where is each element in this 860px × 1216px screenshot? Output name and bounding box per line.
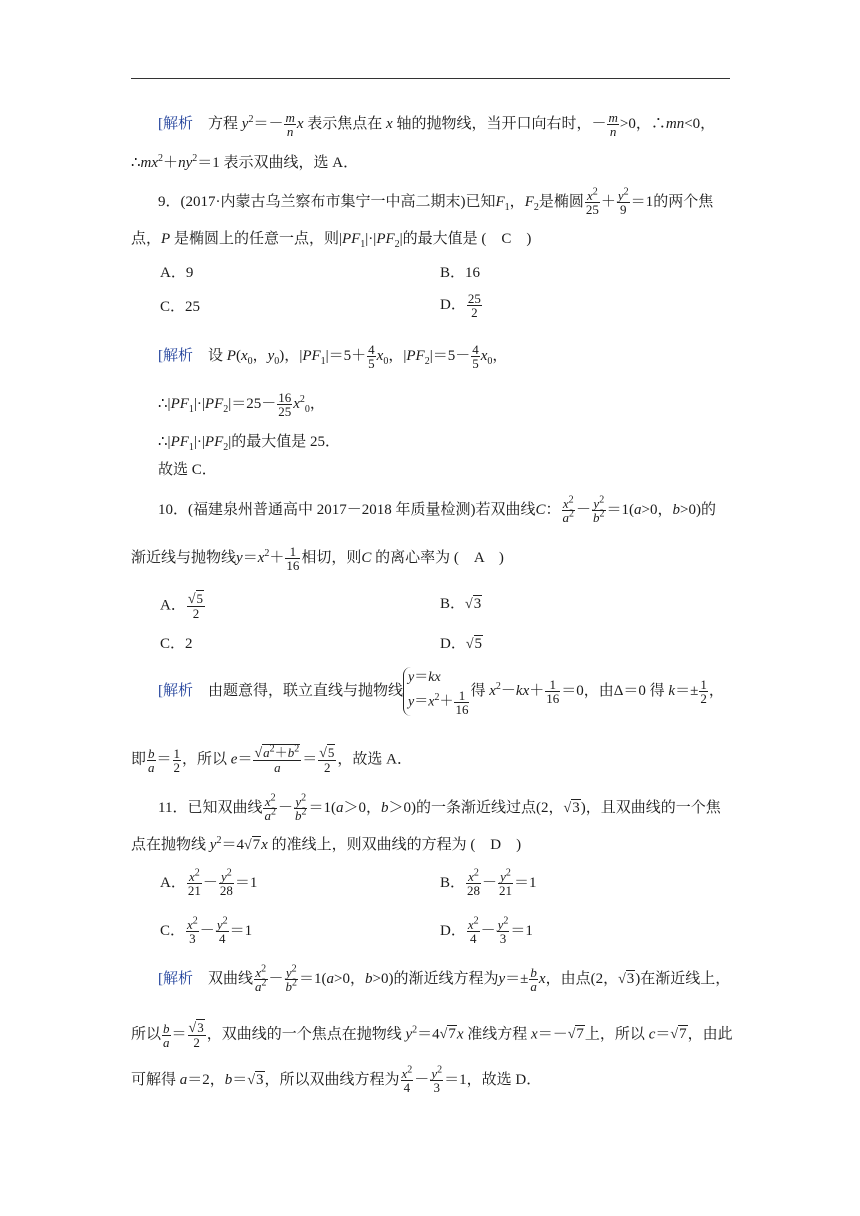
q9-analysis-line3: $\therefore|PF_1|\cdot|PF_2|$的最大值是 25．: [158, 434, 341, 453]
q9-analysis-line1: [解析 设 $P(x_0$，$y_0$)，$|PF_1|=5+$ $\frac{4}{5}$ $x_0$，$|PF_2|=5-$ $\frac{4}{5}$ $x_0$，: [158, 342, 508, 371]
q10-option-a: A． $\frac{√5}{2}$: [160, 591, 204, 621]
q8-analysis-line2: $\therefore mx^2+ny^2=1$ 表示双曲线，选 A．: [131, 153, 359, 171]
q10-option-d: D．√5: [440, 636, 483, 652]
analysis-label: [解析: [158, 115, 193, 132]
header-rule: [131, 78, 730, 79]
q9-analysis-line4: 故选 C．: [158, 462, 217, 478]
q9-option-c: C．25: [160, 299, 201, 315]
q9-stem-line2: 点，P 是椭圆上的任意一点，则$|PF_1|\cdot|PF_2|$的最大值是 ( C ): [131, 231, 532, 250]
q10-option-c: C．2: [160, 636, 193, 652]
q8-analysis-line1: [解析 方程 $y^2=-$ $\frac{m}{n}$ x 表示焦点在 x 轴的抛物线，当开口向右时，－ $\frac{m}{n}$ >0，∴mn<0，: [158, 110, 716, 139]
q11-option-d: D． $\frac{x^2}{4}$ － $\frac{y^2}{3}$ ＝1: [440, 915, 533, 946]
q10-stem-line1: 10．(福建泉州普通高中 2017－2018 年质量检测)若双曲线C： $\frac{x^2}{a^2}$ － $\frac{y^2}{b^2}$ ＝1(a>0，b>0)的: [158, 494, 716, 525]
q10-option-b: B．√3: [440, 596, 482, 612]
q10-stem-line2: 渐近线与抛物线$y=x^2+$ $\frac{1}{16}$ 相切，则C 的离心率为 ( A ): [131, 544, 504, 573]
q10-analysis-line2: 即 $\frac{b}{a}$ ＝ $\frac{1}{2}$ ，所以 e＝ $\frac{√a^2+b^2}{a}$ ＝ $\frac{√5}{2}$ ，故选 A．: [131, 743, 412, 775]
q9-option-a: A．9: [160, 265, 194, 281]
q10-analysis-line1: [解析 由题意得，联立直线与抛物线 y＝kx $y=x^2+$ $\frac{1}{16}$ 得 $x^2-kx+$ $\frac{1}{16}$ ＝0，由Δ＝0 得 k＝± $\frac{1}{2}$ ，: [158, 667, 724, 716]
q11-analysis-line3: 可解得 a＝2，b＝√3，所以双曲线方程为 $\frac{x^2}{4}$ － $\frac{y^2}{3}$ ＝1，故选 D．: [131, 1064, 542, 1095]
q11-stem-line2: 点在抛物线 $y^2=4√7x$ 的准线上，则双曲线的方程为 ( D ): [131, 835, 522, 853]
q11-analysis-line2: 所以 $\frac{b}{a}$ ＝ $\frac{√3}{2}$ ，双曲线的一个焦点在抛物线 $y^2=4√7x$ 准线方程 x＝－√7上，所以 c＝√7，由此: [131, 1020, 733, 1050]
q11-stem-line1: 11．已知双曲线 $\frac{x^2}{a^2}$ － $\frac{y^2}{b^2}$ ＝1(a＞0，b＞0)的一条渐近线过点(2，√3)，且双曲线的一个焦: [158, 792, 721, 823]
q9-option-d: D． $\frac{25}{2}$: [440, 291, 481, 320]
q11-option-a: A． $\frac{x^2}{21}$ － $\frac{y^2}{28}$ ＝1: [160, 867, 258, 898]
q11-analysis-line1: [解析 双曲线 $\frac{x^2}{a^2}$ － $\frac{y^2}{b^2}$ ＝1(a>0，b>0)的渐近线方程为y＝± $\frac{b}{a}$ x，由点(2，√3)在渐近线上，: [158, 963, 731, 994]
q11-option-b: B． $\frac{x^2}{28}$ － $\frac{y^2}{21}$ ＝1: [440, 867, 537, 898]
q9-option-b: B．16: [440, 265, 481, 281]
q9-analysis-line2: $\therefore|PF_1|\cdot|PF_2|=25-$ $\frac{16}{25}$ $x^2_0$，: [158, 390, 325, 419]
q9-stem-line1: 9．(2017·内蒙古乌兰察布市集宁一中高二期末)已知$F_1$，$F_2$是椭圆 $\frac{x^2}{25}$ ＋ $\frac{y^2}{9}$ ＝1的两个焦: [158, 186, 714, 217]
q11-option-c: C． $\frac{x^2}{3}$ － $\frac{y^2}{4}$ ＝1: [160, 915, 253, 946]
